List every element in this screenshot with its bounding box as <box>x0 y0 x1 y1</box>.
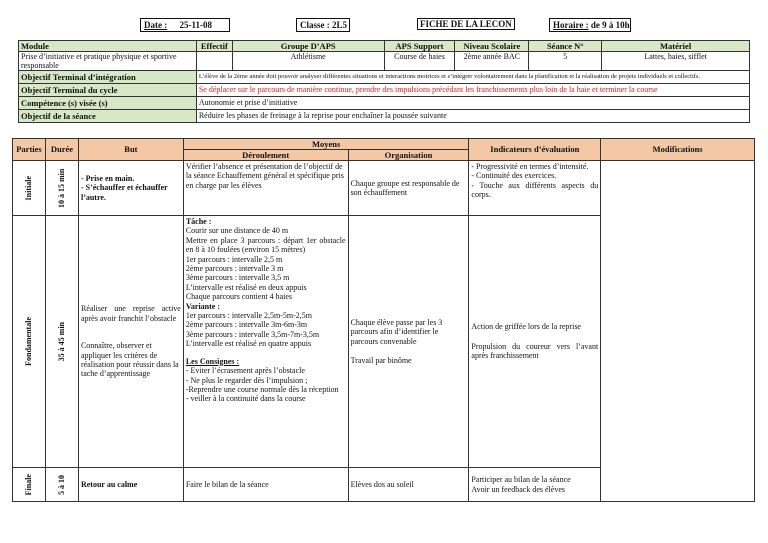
objectif-seance-label: Objectif de la séance <box>19 110 197 123</box>
competence-label: Compétence (s) visée (s) <box>19 97 197 110</box>
horaire-box <box>549 18 631 32</box>
info-header-module: Module <box>19 41 197 52</box>
header-deroulement: Déroulement <box>183 150 348 161</box>
variante-line: L’intervalle est réalisé en quatre appuis <box>185 339 312 349</box>
fondamentale-duree: 35 à 45 min <box>45 216 78 468</box>
initiale-partie: Initiale <box>13 161 46 216</box>
info-value-aps: Course de haies <box>384 52 455 71</box>
fondamentale-indicateurs: Action de griffée lors de la reprise Propulsion du coureur vers l’avant après franchissement <box>469 216 601 468</box>
initiale-indicateurs: - Progressivité en termes d’intensité. - Continuité des exercices. - Touche aux différents aspects du corps. <box>469 161 601 216</box>
objectif-seance-row <box>19 110 750 123</box>
fondamentale-organisation: Chaque élève passe par les 3 parcours afin d’identifier le parcours convenable Travail par binôme <box>348 216 469 468</box>
variante-title: Variante : <box>185 301 220 311</box>
info-value-effectif <box>196 52 232 71</box>
tache-line: 2ème parcours : intervalle 3 m <box>185 264 284 274</box>
variante-line: 2ème parcours : intervalle 3m-6m-3m <box>185 320 308 330</box>
consignes-title: Les Consignes : <box>185 356 240 366</box>
info-value-materiel: Lattes, haies, sifflet <box>602 52 750 71</box>
info-header-row <box>19 41 750 52</box>
header-modifications: Modifications <box>601 139 755 161</box>
info-value-row <box>19 52 750 71</box>
info-header-aps: APS Support <box>384 41 455 52</box>
otc-text: Se déplacer sur le parcours de manière continue, prendre des impulsions précédant les franchissements plus loin de la haie et terminer la course <box>196 84 749 97</box>
otc-row <box>19 84 750 97</box>
tache-line: 3ème parcours : intervalle 3,5 m <box>185 273 290 283</box>
tache-line: Chaque parcours contient 4 haies <box>185 292 293 302</box>
info-header-groupe: Groupe D’APS <box>232 41 384 52</box>
objectif-seance-text: Réduire les phases de freinage à la reprise pour enchaîner la poussée suivante <box>196 110 749 123</box>
header-organisation: Organisation <box>348 150 469 161</box>
initiale-organisation: Chaque groupe est responsable de son échauffement <box>348 161 469 216</box>
header-but: But <box>78 139 183 161</box>
info-value-seance: 5 <box>529 52 602 71</box>
tache-line: L’intervalle est réalisé en deux appuis <box>185 282 307 292</box>
finale-indicateurs: Participer au bilan de la séance Avoir un feedback des élèves <box>469 468 601 502</box>
date-value: 25-11-08 <box>179 20 212 30</box>
competence-row <box>19 97 750 110</box>
finale-organisation: Elèves dos au soleil <box>348 468 469 502</box>
finale-deroulement: Faire le bilan de la séance <box>183 468 348 502</box>
otint-label: Objectif Terminal d’intégration <box>19 71 197 84</box>
info-header-seance: Séance N° <box>529 41 602 52</box>
consigne-line: -Reprendre une course normale dès la réception <box>185 384 339 394</box>
info-value-groupe: Athlétisme <box>232 52 384 71</box>
header-parties: Parties <box>13 139 46 161</box>
finale-but: Retour au calme <box>78 468 183 502</box>
info-header-niveau: Niveau Scolaire <box>455 41 529 52</box>
tache-line: Courir sur une distance de 40 m <box>185 226 289 236</box>
initiale-duree: 10 à 15 min <box>45 161 78 216</box>
page-title: FICHE DE LA LECON <box>414 18 510 32</box>
initiale-but: - Prise en main. - S’échauffer et échauffer l’autre. <box>78 161 183 216</box>
modifications-cell <box>601 161 755 502</box>
tache-title: Tâche : <box>185 217 212 226</box>
competence-text: Autonomie et prise d’initiative <box>196 97 749 110</box>
row-initiale <box>13 161 755 216</box>
header-duree: Durée <box>45 139 78 161</box>
info-header-materiel: Matériel <box>602 41 750 52</box>
info-value-module: Prise d’initiative et pratique physique et sportive responsable <box>19 52 197 71</box>
header-indicateurs: Indicateurs d’évaluation <box>469 139 601 161</box>
classe-label: Classe : <box>300 20 330 30</box>
tache-line: Mettre en place 3 parcours : départ 1er obstacle en 8 à 10 foulées (environ 15 mètres) <box>185 235 346 255</box>
fondamentale-but: Réaliser une reprise active après avoir franchit l’obstacle Connaître, observer et appliquer les critères de réalisation pour réussir dans la tache d’apprentissage <box>78 216 183 468</box>
variante-line: 1er parcours : intervalle 2,5m-5m-2,5m <box>185 311 313 321</box>
otint-row <box>19 71 750 84</box>
info-value-niveau: 2ème année BAC <box>455 52 529 71</box>
date-box <box>140 18 230 32</box>
initiale-deroulement: Vérifier l’absence et présentation de l’objectif de la séance Echauffement général et spécifique pris en charge par les élèves <box>183 161 348 216</box>
info-header-effectif: Effectif <box>196 41 232 52</box>
main-header-row-1 <box>13 139 755 150</box>
date-label: Date : <box>144 20 168 30</box>
variante-line: 3ème parcours : intervalle 3,5m-7m-3,5m <box>185 329 320 339</box>
finale-duree: 5 à 10 <box>45 468 78 502</box>
fondamentale-deroulement <box>183 216 348 468</box>
horaire-value: de 9 à 10h <box>590 20 630 30</box>
lesson-plan-table <box>12 138 755 502</box>
consigne-line: - veiller à la continuité dans la course <box>185 394 306 404</box>
otint-text: L’élève de la 2ème année doit pouvoir analyser différentes situations et interactions motrices et s’intégrer volontairement dans la planification et la réalisation de projets individuels et collectifs. <box>196 71 749 84</box>
classe-value: 2L5 <box>332 20 348 30</box>
classe-box <box>296 18 350 32</box>
horaire-label: Horaire : <box>553 20 589 30</box>
consigne-line: - Eviter l’écrasement après l’obstacle <box>185 366 305 376</box>
lesson-info-table <box>18 40 750 123</box>
fondamentale-partie: Fondamentale <box>13 216 46 468</box>
consigne-line: - Ne plus le regarder dès l’impulsion ; <box>185 375 308 385</box>
finale-partie: Finale <box>13 468 46 502</box>
header-moyens: Moyens <box>183 139 469 150</box>
tache-line: 1er parcours : intervalle 2,5 m <box>185 254 283 264</box>
otc-label: Objectif Terminal du cycle <box>19 84 197 97</box>
